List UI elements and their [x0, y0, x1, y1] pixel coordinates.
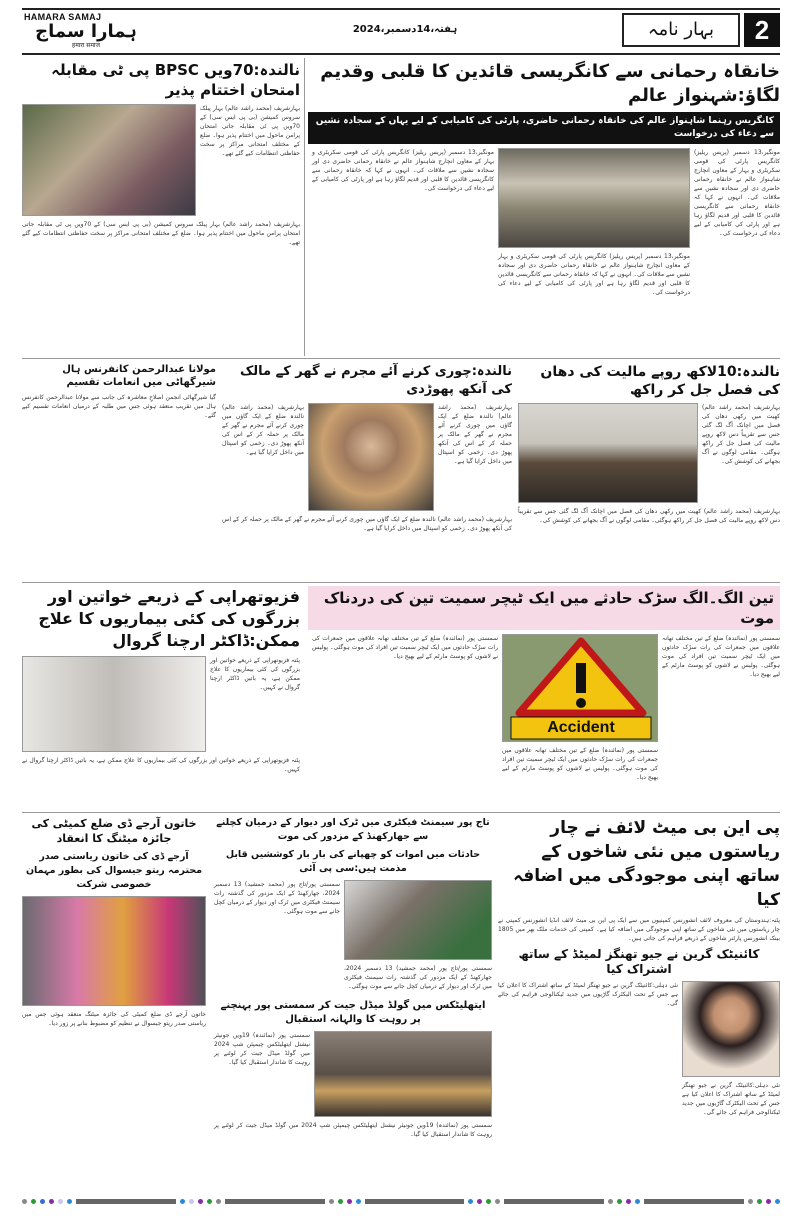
- bpsc-body-col1: بہارشریف (محمد راشد عالم) بہار پبلک سروس کمیشن (بی پی ایس سی) کے 70ویں پی ٹی مقابلہ جاتی امتحان پرامن ماحول میں اختتام پذیر ہوا۔ ضلع کے مختلف امتحانی مراکز پر سخت حفاظتی انتظامات کیے گئے تھے۔: [200, 105, 300, 157]
- accident-body-col1: سمستی پور (نمائندہ) ضلع کے تین مختلف تھانہ علاقوں میں جمعرات کی رات سڑک حادثوں میں ایک ٹیچر سمیت تین افراد کی موت ہوگئی۔ پولیس نے لاشوں کو پوسٹ مارٹم کے لیے بھیج دیا۔: [662, 635, 780, 678]
- athletics-body-col2: سمستی پور (نمائندہ) 19ویں جونیئر نیشنل ایتھلیٹکس چیمپئن شپ 2024 میں گولڈ میڈل جیت کر لوٹنے پر روہت کا شاندار استقبال کیا گیا۔: [214, 1122, 492, 1138]
- physio-headline: فزیوتھراپی کے ذریعے خواتین اور بزرگوں کی کئی بیماریوں کا علاج ممکن:ڈاکٹر ارچنا گروال: [38, 587, 300, 650]
- header-rule-bottom: [22, 53, 780, 55]
- pnb-kinetic-column: [498, 816, 780, 1117]
- header-rule-top: [22, 8, 780, 10]
- accident-photo: [502, 634, 658, 742]
- rjd-subhead: آرجے ڈی کی خاتون ریاستی صدر محترمہ ریتو جیسوال کی بطور مہمان خصوصی شرکت: [25, 851, 203, 890]
- taj-athletics-column: [214, 816, 492, 1139]
- theft-body-col3: بہارشریف (محمد راشد عالم) نالندہ ضلع کے ایک گاؤں میں چوری کرنے آئے مجرم نے گھر کے مالک پر حملہ کر کے اس کی آنکھ پھوڑ دی۔ زخمی کو اسپتال میں داخل کرایا گیا ہے۔: [222, 516, 512, 532]
- rjd-headline: خاتون آرجے ڈی ضلع کمیٹی کی جائزہ میٹنگ کا انعقاد: [31, 817, 197, 845]
- lead-subhead: کانگریس رہنما شاہنواز عالم کی خانقاہ رحمانی حاضری، پارٹی کی کامیابی کے لیے یہاں کے سجادہ نشیں سے دعاء کی درخواست: [308, 112, 780, 144]
- lead-body-col3: مونگیر،13 دسمبر (پریس ریلیز) کانگریس پارٹی کی قومی سکریٹری و بہار کے معاون انچارج شاہنواز عالم نے خانقاہ رحمانی حاضری دی اور سجادہ نشیں سے ملاقات کی۔ انہوں نے کہا کہ خانقاہ رحمانی سے کانگریسی قائدین کا قلبی اور قدیم لگاؤ رہا ہے اور پارٹی کی کامیابی کے لیے دعاء کی درخواست کی۔: [498, 253, 690, 296]
- lead-headline: خانقاہ رحمانی سے کانگریسی قائدین کا قلبی وقدیم لگاؤ:شہنواز عالم: [320, 61, 780, 106]
- theft-photo: [308, 403, 434, 511]
- row-divider: [22, 812, 780, 813]
- kinetic-photo: [682, 981, 780, 1077]
- physio-photo: [22, 656, 206, 752]
- accident-headline: تین الگ۔الگ سڑک حادثے میں ایک ٹیچر سمیت تین کی دردناک موت: [308, 586, 780, 630]
- taj-headline: تاج پور سیمنٹ فیکٹری میں ٹرک اور دیوار کے درمیان کچلنے سے جھارکھنڈ کے مزدور کی موت: [216, 817, 490, 842]
- kinetic-body-col2: نئی دہلی:کائنیٹک گرین نے جیو تھنگز لمیٹڈ کے ساتھ اشتراک کا اعلان کیا ہے جس کے تحت الیکٹرک گاڑیوں میں جدید ٹیکنالوجی فراہم کی جائے گی۔: [682, 1082, 780, 1116]
- theft-article: [222, 363, 512, 533]
- accident-sign-text: Accident: [547, 719, 615, 736]
- footer-ornament: [22, 1198, 780, 1204]
- taj-photo: [344, 880, 492, 960]
- masthead-logo: [24, 12, 148, 50]
- taj-body-col1: سمستی پور/تاج پور (محمد جمشید) 13 دسمبر 2024، جھارکھنڈ کے ایک مزدور کی گذشتہ رات سیمنٹ فیکٹری میں ٹرک اور دیوار کے درمیان کچل جانے سے موت ہوگئی۔: [214, 881, 340, 915]
- athletics-headline: ایتھلیٹکس میں گولڈ میڈل جیت کر سمستی پور پہنچنے پر روہت کا والہانہ استقبال: [220, 1000, 486, 1025]
- logo-urdu: ہمارا سماج: [35, 21, 137, 42]
- accident-article: [308, 586, 780, 782]
- rjd-article: [22, 816, 206, 1028]
- accident-body-col2: سمستی پور (نمائندہ) ضلع کے تین مختلف تھانہ علاقوں میں جمعرات کی رات سڑک حادثوں میں ایک ٹیچر سمیت تین افراد کی موت ہوگئی۔ پولیس نے لاشوں کو پوسٹ مارٹم کے لیے بھیج دیا۔: [312, 635, 498, 660]
- theft-headline: نالندہ:چوری کرنے آئے مجرم نے گھر کے مالک کی آنکھ پھوڑدی: [239, 364, 512, 397]
- lead-body-col2: مونگیر،13 دسمبر (پریس ریلیز) کانگریس پارٹی کی قومی سکریٹری و بہار کے معاون انچارج شاہنواز عالم نے خانقاہ رحمانی حاضری دی اور سجادہ نشیں سے ملاقات کی۔ انہوں نے کہا کہ خانقاہ رحمانی سے کانگریسی قائدین کا قلبی اور قدیم لگاؤ رہا ہے اور پارٹی کی کامیابی کے لیے دعاء کی درخواست کی۔: [312, 149, 494, 192]
- theft-body-col2: بہارشریف (محمد راشد عالم) نالندہ ضلع کے ایک گاؤں میں چوری کرنے آئے مجرم نے گھر کے مالک پر حملہ کر کے اس کی آنکھ پھوڑ دی۔ زخمی کو اسپتال میں داخل کرایا گیا ہے۔: [222, 404, 304, 456]
- maulana-article: [22, 363, 216, 420]
- paddy-body-col1: بہارشریف (محمد راشد عالم) کھیت میں رکھی دھان کی فصل میں اچانک آگ لگ گئی جس سے تقریباً دس لاکھ روپے مالیت کی فصل جل کر راکھ ہوگئی۔ مقامی لوگوں نے آگ بجھانے کی کوشش کی۔: [702, 404, 780, 465]
- kinetic-body-col1: نئی دہلی:کائنیٹک گرین نے جیو تھنگز لمیٹڈ کے ساتھ اشتراک کا اعلان کیا ہے جس کے تحت الیکٹرک گاڑیوں میں جدید ٹیکنالوجی فراہم کی جائے گی۔: [498, 982, 678, 1007]
- column-divider: [304, 58, 305, 356]
- pnb-body: پٹنہ:ہندوستان کی معروف لائف انشورنس کمپنیوں میں سے ایک پی این بی میٹ لائف انڈیا انشورنس کمپنی نے چار ریاستوں میں نئی شاخوں کے ساتھ اپنی موجودگی میں اضافہ کیا ہے۔ کمپنی کی خدمات ملک بھر میں 1805 بینک انشورنس پارٹنر شاخوں کے ذریعے فراہم کی جاتی ہیں۔: [498, 917, 780, 942]
- logo-english: HAMARA SAMAJ: [24, 12, 102, 22]
- accident-body-col3: سمستی پور (نمائندہ) ضلع کے تین مختلف تھانہ علاقوں میں جمعرات کی رات سڑک حادثوں میں ایک ٹیچر سمیت تین افراد کی موت ہوگئی۔ پولیس نے لاشوں کو پوسٹ مارٹم کے لیے بھیج دیا۔: [502, 747, 658, 781]
- row-divider: [22, 582, 780, 583]
- paddy-body-col2: بہارشریف (محمد راشد عالم) کھیت میں رکھی دھان کی فصل میں اچانک آگ لگ گئی جس سے تقریباً دس لاکھ روپے مالیت کی فصل جل کر راکھ ہوگئی۔ مقامی لوگوں نے آگ بجھانے کی کوشش کی۔: [518, 508, 780, 524]
- pnb-headline: پی این بی میٹ لائف نے چار ریاستوں میں نئی شاخوں کے ساتھ اپنی موجودگی میں اضافہ کیا: [513, 818, 780, 910]
- rjd-photo: [22, 896, 206, 1006]
- lead-article: [308, 60, 780, 297]
- lead-body-col1: مونگیر،13 دسمبر (پریس ریلیز) کانگریس پارٹی کی قومی سکریٹری و بہار کے معاون انچارج شاہنواز عالم نے خانقاہ رحمانی حاضری دی اور سجادہ نشیں سے ملاقات کی۔ انہوں نے کہا کہ خانقاہ رحمانی سے کانگریسی قائدین کا قلبی اور قدیم لگاؤ رہا ہے اور پارٹی کی کامیابی کے لیے دعاء کی درخواست کی۔: [694, 149, 780, 237]
- maulana-headline: مولانا عبدالرحمن کانفرنس ہال شیرگھاٹی میں انعامات تقسیم: [62, 364, 216, 388]
- taj-body-col2: سمستی پور/تاج پور (محمد جمشید) 13 دسمبر 2024، جھارکھنڈ کے ایک مزدور کی گذشتہ رات سیمنٹ فیکٹری میں ٹرک اور دیوار کے درمیان کچل جانے سے موت ہوگئی۔: [344, 965, 492, 990]
- physio-article: [22, 586, 300, 774]
- bpsc-body-col2: بہارشریف (محمد راشد عالم) بہار پبلک سروس کمیشن (بی پی ایس سی) کے 70ویں پی ٹی مقابلہ جاتی امتحان پرامن ماحول میں اختتام پذیر ہوا۔ ضلع کے مختلف امتحانی مراکز پر سخت حفاظتی انتظامات کیے گئے تھے۔: [22, 221, 300, 246]
- lead-photo: [498, 148, 690, 248]
- issue-date: ہفتہ،14دسمبر،2024: [352, 24, 458, 35]
- athletics-body-col1: سمستی پور (نمائندہ) 19ویں جونیئر نیشنل ایتھلیٹکس چیمپئن شپ 2024 میں گولڈ میڈل جیت کر لوٹنے پر روہت کا شاندار استقبال کیا گیا۔: [214, 1032, 310, 1066]
- athletics-photo: [314, 1031, 492, 1117]
- bpsc-headline: نالندہ:70ویں BPSC پی ٹی مقابلہ امتحان اختتام پذیر: [51, 61, 300, 99]
- theft-body-col1: بہارشریف (محمد راشد عالم) نالندہ ضلع کے ایک گاؤں میں چوری کرنے آئے مجرم نے گھر کے مالک پر حملہ کر کے اس کی آنکھ پھوڑ دی۔ زخمی کو اسپتال میں داخل کرایا گیا ہے۔: [438, 404, 512, 465]
- paddy-article: [518, 363, 780, 525]
- kinetic-headline: کائنیٹک گرین نے جیو تھنگز لمیٹڈ کے ساتھ اشتراک کیا: [518, 947, 760, 976]
- page-number: 2: [744, 13, 780, 47]
- maulana-body: گیا شیرگھاٹی انجمن اصلاحِ معاشرہ کی جانب سے مولانا عبدالرحمن کانفرنس ہال میں تقریب منعقد ہوئی جس میں طلبہ کے درمیان انعامات تقسیم کیے گئے۔: [22, 394, 216, 419]
- logo-hindi: हमारा समाज: [72, 42, 100, 49]
- paddy-photo: [518, 403, 698, 503]
- bpsc-photo: [22, 104, 196, 216]
- physio-body-col1: پٹنہ فزیوتھراپی کے ذریعے خواتین اور بزرگوں کی کئی بیماریوں کا علاج ممکن ہے، یہ باتیں ڈاکٹر ارچنا گروال نے کہیں۔: [210, 657, 300, 691]
- paddy-headline: نالندہ:10لاکھ روپے مالیت کی دھان کی فصل جل کر راکھ: [540, 364, 780, 398]
- taj-subhead: حادثات میں اموات کو چھپانے کی بار بار کوششیں قابل مذمت ہیں:سی پی آئی: [225, 849, 481, 874]
- bpsc-article: [22, 60, 300, 247]
- rjd-body: خاتون آرجے ڈی ضلع کمیٹی کی جائزہ میٹنگ منعقد ہوئی جس میں ریاستی صدر ریتو جیسوال نے تنظیم کو مضبوط بنانے پر زور دیا۔: [22, 1011, 206, 1027]
- section-title: بہار نامہ: [622, 13, 740, 47]
- row-divider: [22, 358, 780, 359]
- physio-body-col2: پٹنہ فزیوتھراپی کے ذریعے خواتین اور بزرگوں کی کئی بیماریوں کا علاج ممکن ہے، یہ باتیں ڈاکٹر ارچنا گروال نے کہیں۔: [22, 757, 300, 773]
